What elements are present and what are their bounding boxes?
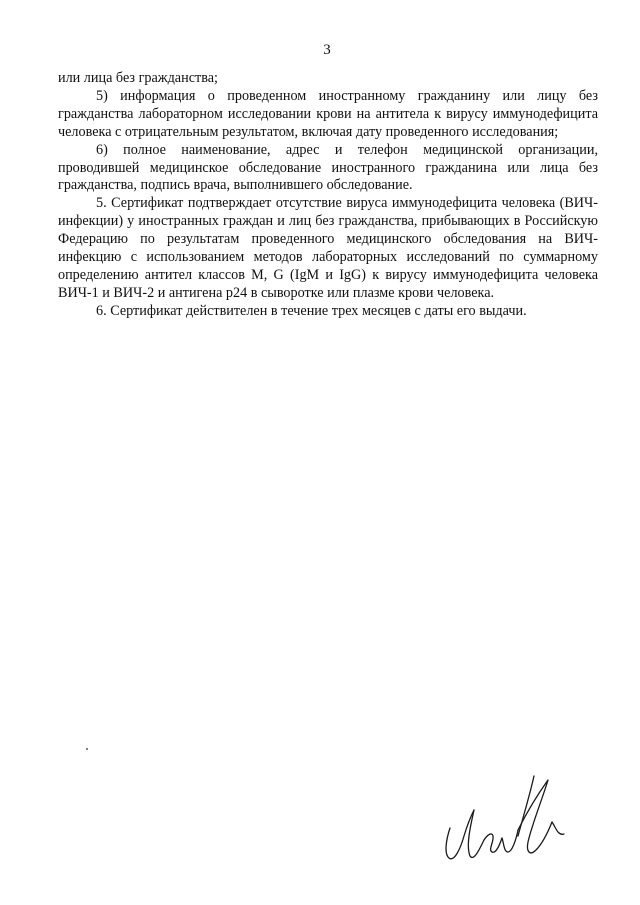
paragraph-clause-5-certificate: 5. Сертификат подтверждает отсутствие вируса иммунодефицита человека (ВИЧ-инфекции) у иностранных граждан и лиц без гражданства, прибывающих в Российскую Федерацию по результатам проведенного медицинского обследования на ВИЧ-инфекцию с использованием методов лабораторных исследований по суммарному определению антител классов M, G (IgM и IgG) к вирусу иммунодефицита человека ВИЧ-1 и ВИЧ-2 и антигена p24 в сыворотке или плазме крови человека. [58, 195, 598, 301]
page-number: 3 [323, 42, 331, 58]
paragraph-item-6-organization: 6) полное наименование, адрес и телефон медицинской организации, проводившей медицинское обследование иностранного гражданина или лица без гражданства, подпись врача, выполнившего обследование. [58, 141, 598, 194]
paragraph-clause-6-validity: 6. Сертификат действителен в течение трех месяцев с даты его выдачи. [96, 302, 527, 319]
paragraph-continuation: или лица без гражданства; [58, 70, 218, 86]
handwritten-signature-icon [430, 770, 580, 870]
paragraph-item-5-info: 5) информация о проведенном иностранному гражданину или лицу без гражданства лабораторном исследовании крови на антитела к вирусу иммунодефицита человека с отрицательным результатом, включая дату проведенного исследования; [58, 87, 598, 140]
document-body [58, 70, 598, 321]
scan-speck [86, 748, 88, 750]
